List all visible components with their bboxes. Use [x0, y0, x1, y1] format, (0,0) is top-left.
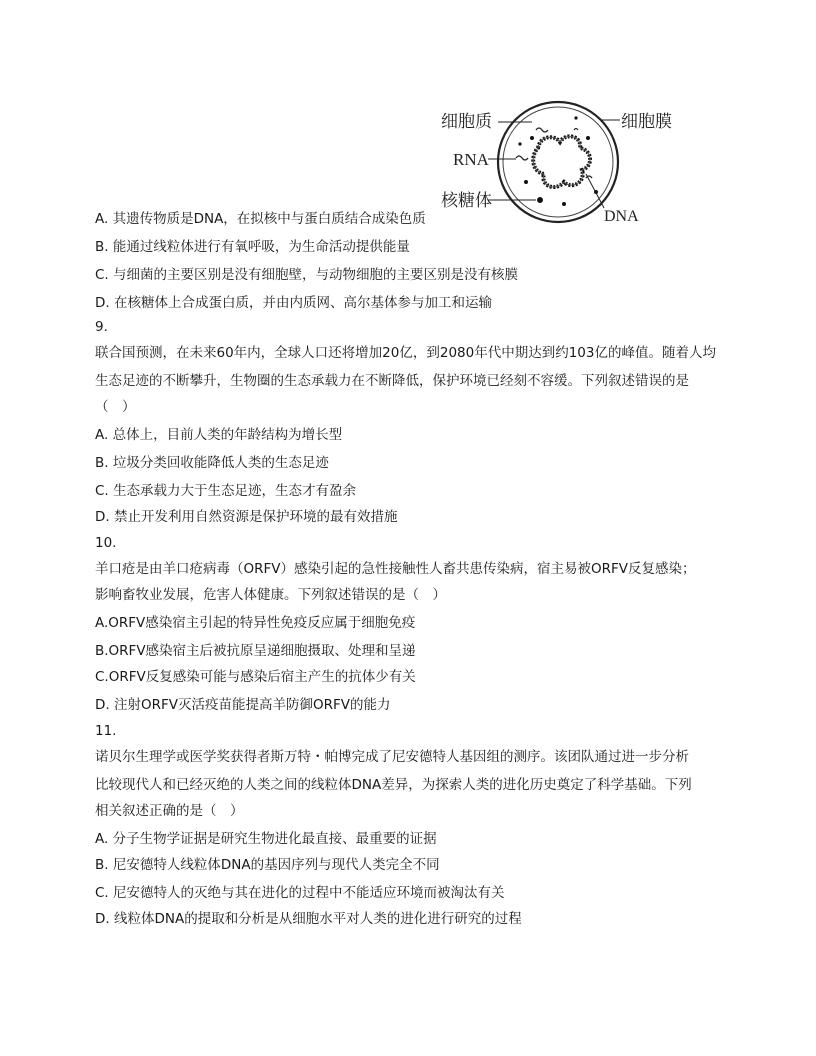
ribosome-dot — [574, 116, 577, 119]
q11-option-c: C. 尼安德特人的灭绝与其在进化的过程中不能适应环境而被淘汰有关 — [95, 885, 505, 901]
q10-stem-line-1: 羊口疮是由羊口疮病毒（ORFV）感染引起的急性接触性人畜共患传染病，宿主易被ORFV反复感染； — [95, 561, 696, 577]
q8-option-c: C. 与细菌的主要区别是没有细胞壁，与动物细胞的主要区别是没有核膜 — [95, 267, 519, 283]
q11-stem-line-1: 诺贝尔生理学或医学奖获得者斯万特・帕博完成了尼安德特人基因组的测序。该团队通过进一步分析 — [95, 749, 689, 765]
ribosome-dot — [518, 142, 521, 145]
q11-stem-line-3: 相关叙述正确的是（ ） — [95, 803, 244, 819]
q10-option-a: A.ORFV感染宿主引起的特异性免疫反应属于细胞免疫 — [95, 615, 416, 631]
q10-option-b: B.ORFV感染宿主后被抗原呈递细胞摄取、处理和呈递 — [95, 643, 416, 659]
ribosome-dot — [524, 180, 528, 184]
q10-option-d: D. 注射ORFV灭活疫苗能提高羊防御ORFV的能力 — [95, 697, 391, 713]
q9-option-b: B. 垃圾分类回收能降低人类的生态足迹 — [95, 455, 329, 471]
ribosome-dot — [562, 202, 566, 206]
q10-stem-line-2: 影响畜牧业发展，危害人体健康。下列叙述错误的是（ ） — [95, 587, 446, 603]
rna-strand — [574, 129, 578, 131]
q11-option-a: A. 分子生物学证据是研究生物进化最直接、最重要的证据 — [95, 831, 437, 847]
rna-strand — [516, 156, 528, 160]
rna-strand — [536, 128, 548, 132]
ribosome-dot — [537, 197, 543, 203]
label-cell-membrane: 细胞膜 — [621, 112, 672, 131]
q9-stem-line-2: 生态足迹的不断攀升，生物圈的生态承载力在不断降低，保护环境已经刻不容缓。下列叙述错误的是 — [95, 373, 689, 389]
ribosome-dot — [586, 136, 590, 140]
q11-number: 11. — [95, 723, 117, 739]
q8-option-d: D. 在核糖体上合成蛋白质，并由内质网、高尔基体参与加工和运输 — [95, 295, 492, 311]
label-cytoplasm: 细胞质 — [441, 112, 492, 131]
cell-diagram — [436, 96, 686, 230]
q9-stem-line-1: 联合国预测，在未来60年内，全球人口还将增加20亿，到2080年代中期达到约103亿的峰值。随着人均 — [95, 345, 716, 361]
ribosome-dot — [530, 136, 534, 140]
q11-option-b: B. 尼安德特人线粒体DNA的基因序列与现代人类完全不同 — [95, 857, 440, 873]
q11-option-d: D. 线粒体DNA的提取和分析是从细胞水平对人类的进化进行研究的过程 — [95, 911, 522, 927]
q9-option-a: A. 总体上，目前人类的年龄结构为增长型 — [95, 427, 343, 443]
label-ribosome: 核糖体 — [441, 191, 492, 210]
q9-option-c: C. 生态承载力大于生态足迹，生态才有盈余 — [95, 483, 357, 499]
q9-stem-line-3: （ ） — [95, 399, 136, 415]
q10-number: 10. — [95, 535, 117, 551]
q10-option-c: C.ORFV反复感染可能与感染后宿主产生的抗体少有关 — [95, 669, 416, 685]
label-rna: RNA — [453, 150, 489, 169]
q9-number: 9. — [95, 319, 108, 335]
q8-option-b: B. 能通过线粒体进行有氧呼吸，为生命活动提供能量 — [95, 239, 410, 255]
q8-option-a: A. 其遗传物质是DNA，在拟核中与蛋白质结合成染色质 — [95, 211, 426, 227]
q9-option-d: D. 禁止开发利用自然资源是保护环境的最有效措施 — [95, 509, 398, 525]
q11-stem-line-2: 比较现代人和已经灭绝的人类之间的线粒体DNA差异，为探索人类的进化历史奠定了科学基础。下列 — [95, 777, 692, 793]
label-dna: DNA — [604, 208, 639, 225]
